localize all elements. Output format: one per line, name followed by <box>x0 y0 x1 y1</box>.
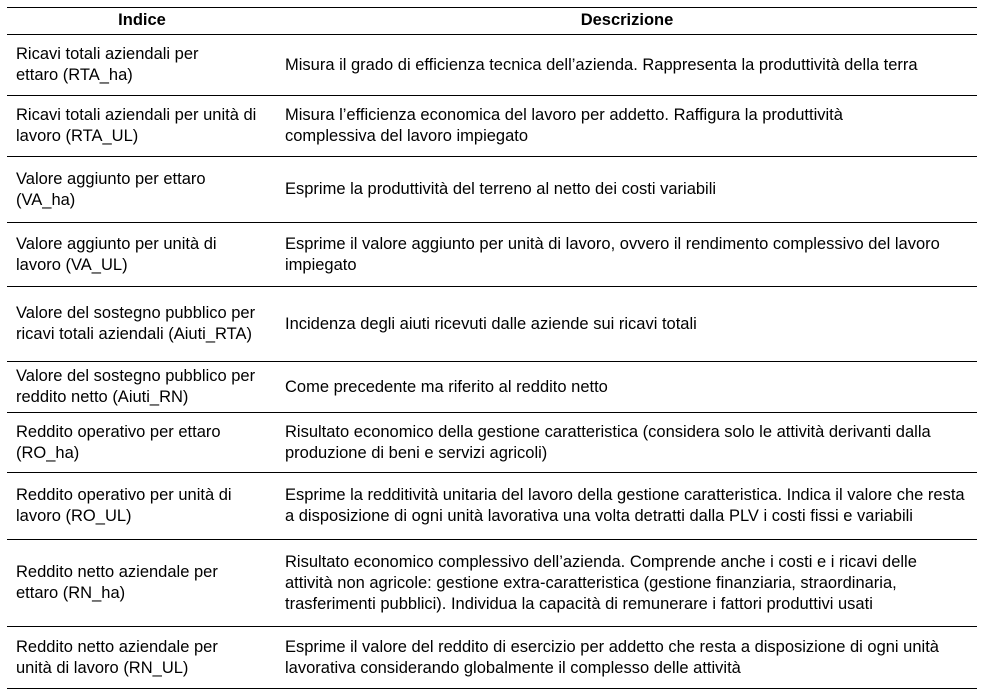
table-body <box>7 35 977 689</box>
table-row <box>7 413 977 473</box>
index-name: Valore del sostegno pubblico per reddito netto (Aiuti_RN) <box>16 367 256 406</box>
index-description: Incidenza degli aiuti ricevuti dalle aziende sui ricavi totali <box>285 314 697 333</box>
table-row <box>7 157 977 223</box>
index-description: Risultato economico della gestione caratteristica (considera solo le attività derivanti dalla produzione di beni e servizi agricoli) <box>285 422 931 462</box>
table-row <box>7 287 977 362</box>
index-name-cell <box>7 223 277 287</box>
header-row <box>7 8 977 35</box>
index-description: Esprime il valore del reddito di esercizio per addetto che resta a disposizione di ogni unità lavorativa considerando globalmente il complesso delle attività <box>285 637 939 677</box>
index-name: Valore aggiunto per ettaro (VA_ha) <box>16 169 206 209</box>
index-description: Esprime la redditività unitaria del lavoro della gestione caratteristica. Indica il valore che resta a disposizione di ogni unità lavorativa una volta detratti dalla PLV i costi fissi e variabili <box>285 486 965 525</box>
index-name-cell <box>7 362 277 413</box>
index-name: Reddito netto aziendale per ettaro (RN_ha) <box>16 563 218 602</box>
index-name-cell <box>7 157 277 223</box>
index-name-cell <box>7 413 277 473</box>
table-row <box>7 362 977 413</box>
description-cell <box>277 473 977 540</box>
description-cell <box>277 287 977 362</box>
index-name: Ricavi totali aziendali per ettaro (RTA_ha) <box>16 45 199 84</box>
index-name: Reddito operativo per ettaro (RO_ha) <box>16 422 221 462</box>
description-cell <box>277 96 977 157</box>
table-row <box>7 223 977 287</box>
index-description: Come precedente ma riferito al reddito netto <box>285 377 608 396</box>
table-header <box>7 8 977 35</box>
index-name: Reddito netto aziendale per unità di lavoro (RN_UL) <box>16 637 218 677</box>
header-descrizione: Descrizione <box>277 8 977 35</box>
description-cell <box>277 413 977 473</box>
index-description: Esprime il valore aggiunto per unità di lavoro, ovvero il rendimento complessivo del lavoro impiegato <box>285 234 940 274</box>
index-name-cell <box>7 287 277 362</box>
description-cell <box>277 540 977 627</box>
table-row <box>7 473 977 540</box>
description-cell <box>277 362 977 413</box>
index-description: Esprime la produttività del terreno al netto dei costi variabili <box>285 180 717 198</box>
table-row <box>7 35 977 96</box>
description-cell <box>277 157 977 223</box>
index-name: Valore del sostegno pubblico per ricavi totali aziendali (Aiuti_RTA) <box>16 304 256 343</box>
index-name-cell <box>7 627 277 689</box>
index-description: Misura il grado di efficienza tecnica dell’azienda. Rappresenta la produttività della terra <box>285 55 918 74</box>
index-name-cell <box>7 96 277 157</box>
indices-table <box>7 7 977 689</box>
index-name: Reddito operativo per unità di lavoro (RO_UL) <box>16 486 232 525</box>
table-row <box>7 540 977 627</box>
index-description: Risultato economico complessivo dell’azienda. Comprende anche i costi e i ricavi delle attività non agricole: gestione extra-caratteristica (gestione finanziaria, straordinaria, trasferimenti pubblici). Individua la capacità di remunerare i fattori produttivi usati <box>285 552 917 613</box>
table-row <box>7 96 977 157</box>
description-cell <box>277 627 977 689</box>
description-cell <box>277 35 977 96</box>
index-name-cell <box>7 540 277 627</box>
index-name-cell <box>7 35 277 96</box>
index-description: Misura l’efficienza economica del lavoro per addetto. Raffigura la produttività complessiva del lavoro impiegato <box>285 106 843 145</box>
description-cell <box>277 223 977 287</box>
table-row <box>7 627 977 689</box>
index-name-cell <box>7 473 277 540</box>
index-name: Ricavi totali aziendali per unità di lavoro (RTA_UL) <box>16 106 257 145</box>
index-name: Valore aggiunto per unità di lavoro (VA_UL) <box>16 234 217 274</box>
header-indice: Indice <box>7 8 277 35</box>
